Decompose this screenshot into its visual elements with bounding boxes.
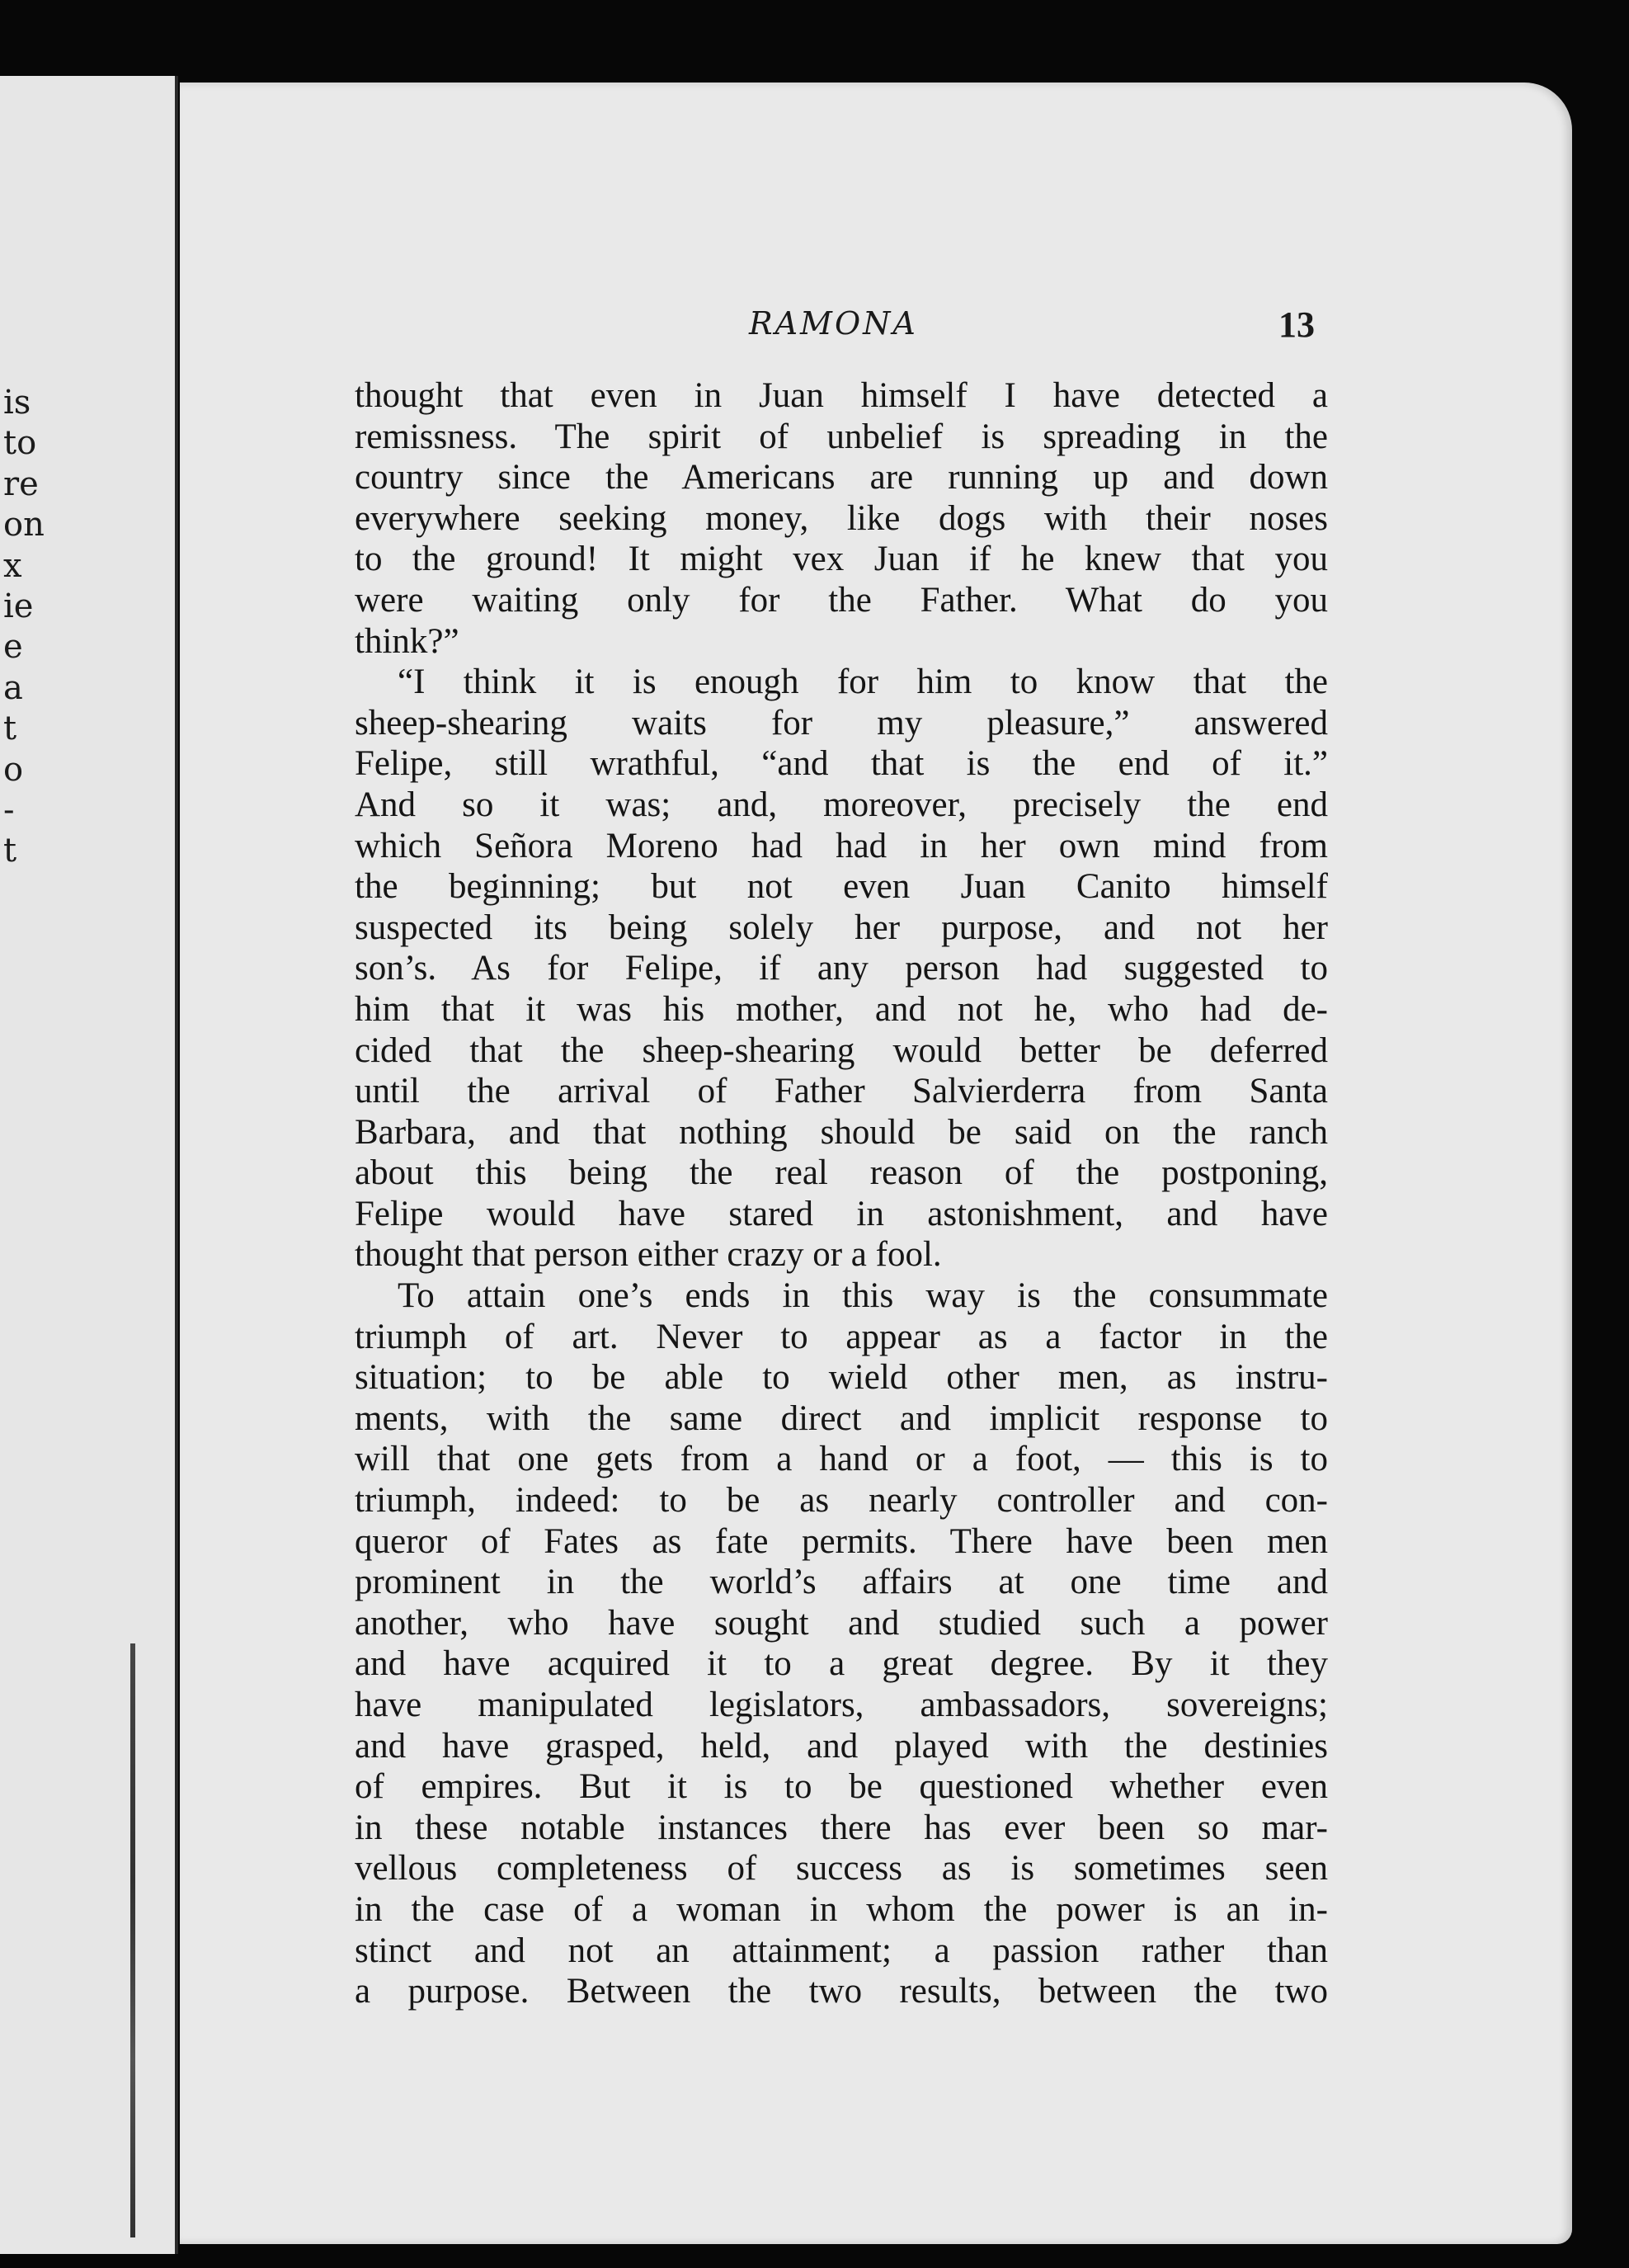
text-line: Barbara, and that nothing should be said on the ranch (355, 1112, 1328, 1152)
left-page-fragment: a (3, 668, 23, 707)
body-text (355, 375, 1328, 2012)
text-line: suspected its being solely her purpose, and not her (355, 908, 1328, 947)
text-line: triumph, indeed: to be as nearly controller and con- (355, 1481, 1328, 1521)
text-line: thought that even in Juan himself I have detected a (355, 376, 1328, 415)
text-line: queror of Fates as fate permits. There have been men (355, 1521, 1328, 1561)
text-line: of empires. But it is to be questioned whether even (355, 1767, 1328, 1807)
left-page-fragment: o (3, 750, 24, 789)
text-line: ments, with the same direct and implicit response to (355, 1398, 1328, 1438)
text-line: Felipe would have stared in astonishment, and have (355, 1194, 1328, 1233)
text-line: think?” (355, 621, 459, 661)
left-page-fragment: e (3, 628, 23, 667)
page-number: 13 (1278, 304, 1315, 345)
text-line: and have grasped, held, and played with the destinies (355, 1726, 1328, 1766)
left-page-fragment: to (3, 424, 37, 463)
left-page-fragment: t (3, 710, 17, 748)
text-line: in the case of a woman in whom the power is an in- (355, 1889, 1328, 1929)
text-line: another, who have sought and studied such a power (355, 1603, 1328, 1643)
text-line: to the ground! It might vex Juan if he knew that you (355, 540, 1328, 579)
text-line: To attain one’s ends in this way is the consummate (398, 1276, 1328, 1316)
text-line: the beginning; but not even Juan Canito himself (355, 867, 1328, 907)
text-line: son’s. As for Felipe, if any person had suggested to (355, 949, 1328, 988)
text-line: and have acquired it to a great degree. By it they (355, 1644, 1328, 1684)
gutter-shadow (130, 1643, 135, 2237)
text-line: him that it was his mother, and not he, who had de- (355, 989, 1328, 1029)
left-page-fragment: x (3, 546, 22, 585)
left-page-fragment: ie (3, 587, 34, 625)
text-line: in these notable instances there has ever been so mar- (355, 1808, 1328, 1847)
text-line: will that one gets from a hand or a foot, — this is to (355, 1440, 1328, 1479)
text-line: stinct and not an attainment; a passion rather than (355, 1931, 1328, 1970)
text-line: everywhere seeking money, like dogs with their noses (355, 498, 1328, 538)
text-line: until the arrival of Father Salvierderra from Santa (355, 1072, 1328, 1111)
text-line: “I think it is enough for him to know that the (398, 662, 1328, 702)
text-line: sheep-shearing waits for my pleasure,” answered (355, 703, 1328, 743)
text-line: situation; to be able to wield other men, as instru- (355, 1358, 1328, 1398)
left-page-text-fragments (3, 383, 61, 872)
text-line: thought that person either crazy or a fool. (355, 1235, 942, 1275)
left-page-fragment: re (3, 464, 39, 503)
text-line: vellous completeness of success as is sometimes seen (355, 1849, 1328, 1888)
text-line: prominent in the world’s affairs at one time and (355, 1563, 1328, 1602)
text-line: about this being the real reason of the postponing, (355, 1153, 1328, 1193)
text-line: Felipe, still wrathful, “and that is the end of it.” (355, 744, 1328, 784)
running-title: RAMONA (749, 305, 918, 342)
text-line: which Señora Moreno had had in her own mind from (355, 826, 1328, 865)
running-head (180, 305, 1572, 355)
text-line: cided that the sheep-shearing would better be deferred (355, 1030, 1328, 1070)
text-line: country since the Americans are running up and down (355, 458, 1328, 497)
text-line: were waiting only for the Father. What do you (355, 580, 1328, 620)
left-page-fragment: - (3, 790, 15, 829)
text-line: have manipulated legislators, ambassadors, sovereigns; (355, 1686, 1328, 1724)
text-line: a purpose. Between the two results, between the two (355, 1972, 1328, 2011)
text-line: And so it was; and, moreover, precisely the end (355, 785, 1328, 824)
left-page-edge (0, 76, 178, 2254)
left-page-fragment: on (3, 506, 45, 545)
text-line: remissness. The spirit of unbelief is spreading in the (355, 417, 1328, 456)
left-page-fragment: t (3, 832, 17, 870)
left-page-fragment: is (3, 384, 31, 422)
text-line: triumph of art. Never to appear as a factor in the (355, 1317, 1328, 1356)
book-page (180, 83, 1572, 2244)
